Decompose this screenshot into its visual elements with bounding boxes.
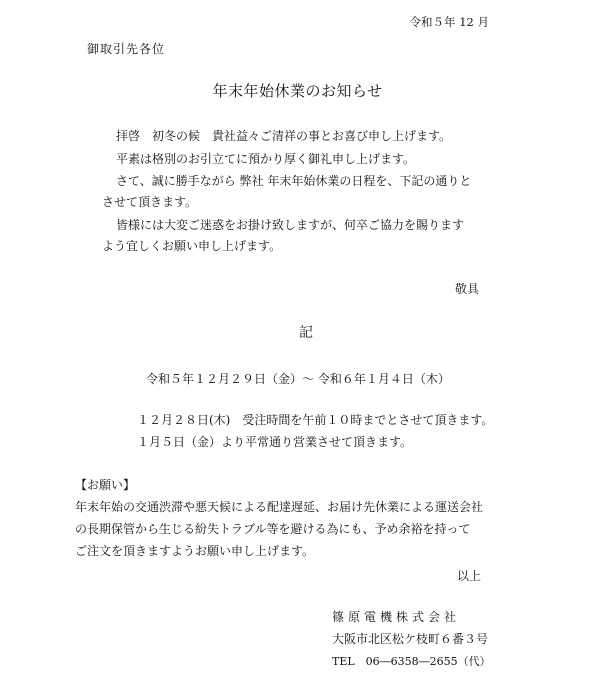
closing-keigu: 敬具 — [454, 282, 479, 296]
detail-note: １２月２８日(木) 受注時間を午前１０時までとさせて頂きます。 — [137, 413, 494, 427]
request-line: の長期保管から生じる紛失トラブル等を避ける為にも、予め余裕を持って — [75, 522, 471, 536]
body-line: よう宜しくお願い申し上げます。 — [102, 239, 282, 253]
request-line: 年末年始の交通渋滞や悪天候による配達遅延、お届け先休業による運送会社 — [75, 500, 484, 514]
company-address: 大阪市北区松ケ枝町６番３号 — [332, 632, 489, 646]
body-line: 皆様には大変ご迷惑をお掛け致しますが、何卒ご協力を賜ります — [116, 218, 465, 232]
company-name: 篠原電機株式会社 — [332, 610, 461, 624]
body-line: 平素は格別のお引立てに預かり厚く御礼申し上げます。 — [116, 152, 416, 166]
holiday-period: 令和５年１２月２９日（金）～ 令和６年１月４日（木） — [146, 372, 450, 386]
details-heading: 記 — [299, 325, 313, 341]
body-line: 拝啓 初冬の候 貴社益々ご清祥の事とお喜び申し上げます。 — [116, 129, 452, 143]
request-line: ご注文を頂きますようお願い申し上げます。 — [75, 544, 315, 558]
recipient: 御取引先各位 — [87, 42, 166, 56]
detail-note: １月５日（金）より平常通り営業させて頂きます。 — [137, 435, 413, 449]
body-line: させて頂きます。 — [102, 195, 198, 209]
issue-date: 令和５年 12 月 — [409, 15, 489, 29]
company-phone: TEL 06―6358―2655（代） — [332, 655, 491, 668]
document-title: 年末年始休業のお知らせ — [212, 82, 383, 100]
body-line: さて、誠に勝手ながら 弊社 年末年始休業の日程を、下記の通りと — [116, 174, 472, 188]
closing-ijou: 以上 — [456, 569, 481, 583]
request-heading: 【お願い】 — [75, 478, 136, 492]
